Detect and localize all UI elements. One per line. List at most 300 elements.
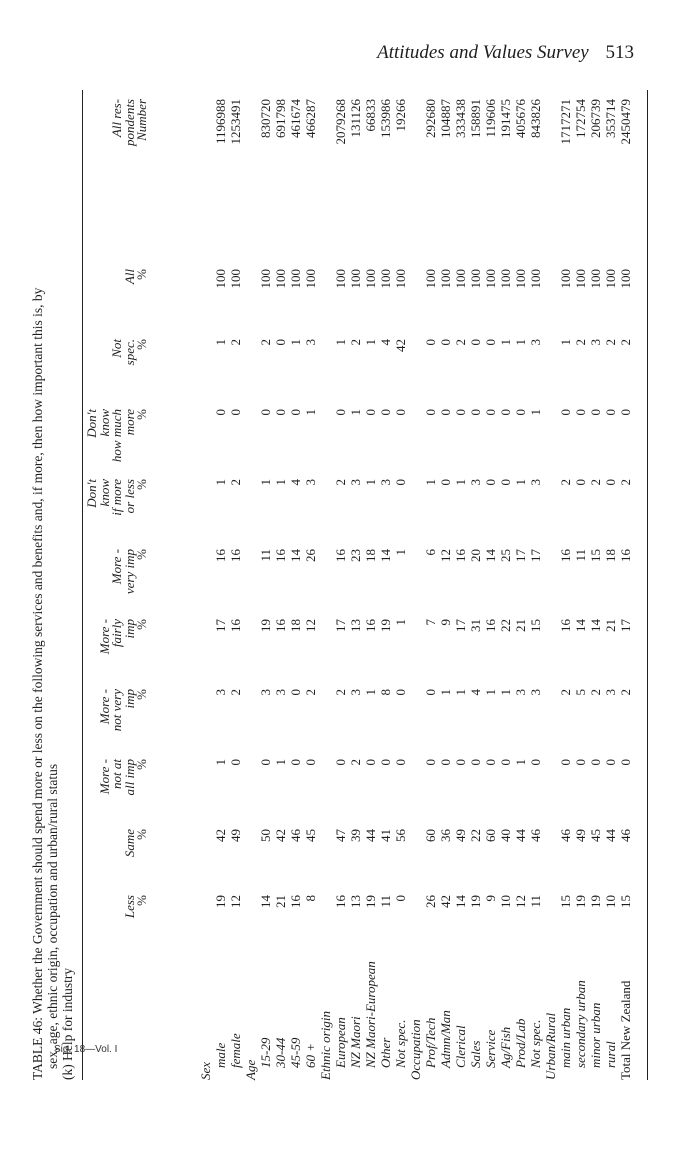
- table-cell: 1: [513, 339, 528, 346]
- table-cell: 0: [228, 759, 243, 766]
- table-cell: 2450479: [618, 99, 633, 145]
- table-cell: 100: [588, 269, 603, 289]
- row-label: rural: [603, 1041, 618, 1068]
- table-cell: 3: [258, 689, 273, 696]
- table-cell: 3: [213, 689, 228, 696]
- table-cell: 31: [468, 619, 483, 632]
- table-cell: 0: [558, 759, 573, 766]
- table-cell: 353714: [603, 99, 618, 138]
- table-cell: 20: [468, 549, 483, 562]
- table-cell: 2: [348, 339, 363, 346]
- table-cell: 3: [528, 339, 543, 346]
- table-cell: 0: [228, 409, 243, 416]
- table-cell: 0: [498, 479, 513, 486]
- table-cell: 100: [378, 269, 393, 289]
- table-cell: 0: [213, 409, 228, 416]
- table-cell: 3: [588, 339, 603, 346]
- table-cell: 17: [528, 549, 543, 562]
- row-label: 15-29: [258, 1037, 273, 1068]
- table-cell: 19: [588, 895, 603, 908]
- table-cell: 18: [603, 549, 618, 562]
- row-label: Sex: [198, 1061, 213, 1080]
- signature-mark: Sig. 18—Vol. I: [54, 1044, 118, 1055]
- top-rule: [82, 90, 83, 1080]
- table-cell: 10: [603, 895, 618, 908]
- table-cell: 0: [468, 759, 483, 766]
- table-cell: 0: [363, 759, 378, 766]
- table-cell: 1: [213, 759, 228, 766]
- row-label: NZ Maori-European: [363, 961, 378, 1068]
- table-cell: 3: [378, 479, 393, 486]
- table-cell: 6: [423, 549, 438, 556]
- caption-line-1: TABLE 46: Whether the Government should spend more or less on the following services and benefits and, if more, then how important this is, by: [30, 287, 45, 1080]
- bottom-rule: [647, 90, 648, 1080]
- table-cell: 100: [573, 269, 588, 289]
- table-cell: 2: [303, 689, 318, 696]
- table-cell: 44: [363, 829, 378, 842]
- row-label: Age: [243, 1059, 258, 1080]
- table-cell: 0: [423, 339, 438, 346]
- column-header-line: pondents: [121, 99, 137, 146]
- table-cell: 1: [558, 339, 573, 346]
- table-cell: 1: [528, 409, 543, 416]
- table-cell: 42: [213, 829, 228, 842]
- table-cell: 12: [228, 895, 243, 908]
- table-cell: 1: [393, 619, 408, 626]
- table-cell: 1: [453, 479, 468, 486]
- table-caption: [30, 90, 75, 1080]
- table-cell: 100: [513, 269, 528, 289]
- table-cell: 0: [423, 409, 438, 416]
- table-cell: 2: [558, 689, 573, 696]
- table-cell: 0: [603, 479, 618, 486]
- table-cell: 2: [333, 479, 348, 486]
- table-cell: 42: [393, 339, 408, 352]
- table-cell: 0: [288, 409, 303, 416]
- caption-line-2: sex, age, ethnic origin, occupation and urban/rural status: [45, 763, 60, 1069]
- table-cell: 44: [603, 829, 618, 842]
- table-cell: 153986: [378, 99, 393, 138]
- table-cell: 158891: [468, 99, 483, 138]
- table-cell: 11: [528, 895, 543, 908]
- row-label: secondary urban: [573, 980, 588, 1068]
- table-cell: 172754: [573, 99, 588, 138]
- table-cell: 8: [303, 895, 318, 902]
- group-row: [543, 90, 558, 1080]
- table-row: [573, 90, 588, 1080]
- table-cell: 0: [333, 409, 348, 416]
- table-cell: 1: [393, 549, 408, 556]
- table-cell: 12: [438, 549, 453, 562]
- table-cell: 2: [573, 339, 588, 346]
- table-cell: 0: [573, 759, 588, 766]
- column-unit: %: [134, 759, 149, 770]
- table-cell: 1: [453, 689, 468, 696]
- table-row: [513, 90, 528, 1080]
- column-unit: %: [134, 339, 149, 350]
- table-cell: 0: [498, 759, 513, 766]
- row-label: European: [333, 1017, 348, 1068]
- table-cell: 14: [588, 619, 603, 632]
- table-cell: 22: [468, 829, 483, 842]
- table-cell: 3: [468, 479, 483, 486]
- table-cell: 19: [213, 895, 228, 908]
- table-cell: 100: [468, 269, 483, 289]
- table-cell: 1: [363, 339, 378, 346]
- table-row: [483, 90, 498, 1080]
- table-row: [303, 90, 318, 1080]
- row-label: male: [213, 1042, 228, 1068]
- table-row: [453, 90, 468, 1080]
- table-cell: 1: [423, 479, 438, 486]
- table-cell: 4: [288, 479, 303, 486]
- table-row: [288, 90, 303, 1080]
- table-cell: 7: [423, 619, 438, 626]
- row-label: Ag/Fish: [498, 1026, 513, 1068]
- table-cell: 14: [483, 549, 498, 562]
- table-cell: 3: [513, 689, 528, 696]
- table-cell: 1: [258, 479, 273, 486]
- table-cell: 19: [363, 895, 378, 908]
- table-cell: 47: [333, 829, 348, 842]
- table-cell: 100: [363, 269, 378, 289]
- table-cell: 19266: [393, 99, 408, 132]
- table-cell: 0: [468, 409, 483, 416]
- table-row: [438, 90, 453, 1080]
- table-cell: 0: [528, 759, 543, 766]
- table-cell: 12: [513, 895, 528, 908]
- table-cell: 39: [348, 829, 363, 842]
- table-cell: 19: [468, 895, 483, 908]
- table-cell: 16: [273, 619, 288, 632]
- table-cell: 100: [228, 269, 243, 289]
- row-label: Admn/Man: [438, 1010, 453, 1068]
- page-number: 513: [605, 42, 634, 63]
- table-cell: 0: [438, 759, 453, 766]
- table-cell: 0: [333, 759, 348, 766]
- table-cell: 1: [498, 689, 513, 696]
- table-row: [468, 90, 483, 1080]
- table-cell: 13: [348, 619, 363, 632]
- table-cell: 100: [528, 269, 543, 289]
- column-unit: %: [134, 409, 149, 420]
- column-header-line: Not: [109, 339, 124, 358]
- table-cell: 16: [558, 549, 573, 562]
- table-cell: 1: [483, 689, 498, 696]
- table-cell: 405676: [513, 99, 528, 138]
- row-label: Ethnic origin: [318, 1011, 333, 1080]
- table-cell: 2: [618, 689, 633, 696]
- table-cell: 191475: [498, 99, 513, 138]
- row-label: Occupation: [408, 1019, 423, 1080]
- table-cell: 9: [483, 895, 498, 902]
- table-cell: 0: [603, 409, 618, 416]
- table-cell: 41: [378, 829, 393, 842]
- column-unit: %: [134, 689, 149, 700]
- table-cell: 10: [498, 895, 513, 908]
- table-row: [213, 90, 228, 1080]
- table-cell: 3: [273, 689, 288, 696]
- total-row: [618, 90, 633, 1080]
- table-cell: 16: [273, 549, 288, 562]
- table-cell: 2: [618, 479, 633, 486]
- table-row: [258, 90, 273, 1080]
- table-cell: 1: [438, 689, 453, 696]
- table-cell: 3: [348, 689, 363, 696]
- table-cell: 333438: [453, 99, 468, 138]
- table-cell: 1196988: [213, 99, 228, 145]
- table-cell: 5: [573, 689, 588, 696]
- table-cell: 14: [453, 895, 468, 908]
- column-unit: %: [134, 829, 149, 840]
- column-header-line: Don't: [84, 479, 99, 508]
- table-cell: 0: [453, 759, 468, 766]
- group-row: [198, 90, 213, 1080]
- table-cell: 15: [528, 619, 543, 632]
- table-cell: 0: [303, 759, 318, 766]
- table-cell: 0: [423, 689, 438, 696]
- column-unit: Number: [134, 99, 149, 141]
- table-cell: 45: [303, 829, 318, 842]
- table-cell: 46: [288, 829, 303, 842]
- row-label: main urban: [558, 1007, 573, 1068]
- table-cell: 4: [378, 339, 393, 346]
- table-cell: 16: [453, 549, 468, 562]
- table-cell: 0: [483, 409, 498, 416]
- table-cell: 60: [423, 829, 438, 842]
- table-cell: 45: [588, 829, 603, 842]
- table-cell: 0: [393, 409, 408, 416]
- column-header-line: spec.: [121, 339, 137, 366]
- table-cell: 2: [228, 479, 243, 486]
- table-cell: 0: [378, 759, 393, 766]
- column-header-line: or less: [121, 479, 137, 514]
- table-cell: 1: [213, 339, 228, 346]
- table-cell: 23: [348, 549, 363, 562]
- table-cell: 461674: [288, 99, 303, 138]
- table-cell: 0: [588, 759, 603, 766]
- table-cell: 0: [393, 895, 408, 902]
- column-unit: %: [134, 549, 149, 560]
- table-cell: 17: [453, 619, 468, 632]
- table-row: [273, 90, 288, 1080]
- row-label: Clerical: [453, 1025, 468, 1068]
- column-unit: %: [134, 479, 149, 490]
- column-header-line: imp: [121, 689, 137, 709]
- table-row: [228, 90, 243, 1080]
- table-cell: 0: [438, 409, 453, 416]
- table-cell: 22: [498, 619, 513, 632]
- table-cell: 0: [393, 689, 408, 696]
- table-cell: 16: [288, 895, 303, 908]
- table-cell: 1: [363, 479, 378, 486]
- table-cell: 13: [348, 895, 363, 908]
- table-row: [393, 90, 408, 1080]
- column-header-line: Don't: [84, 409, 99, 438]
- row-label: Urban/Rural: [543, 1012, 558, 1080]
- table-cell: 3: [303, 479, 318, 486]
- column-header-line: fairly: [109, 619, 124, 648]
- table-cell: 9: [438, 619, 453, 626]
- table-cell: 0: [288, 759, 303, 766]
- table-cell: 1: [273, 759, 288, 766]
- table-cell: 0: [483, 339, 498, 346]
- table-cell: 0: [273, 409, 288, 416]
- row-label: Sales: [468, 1040, 483, 1068]
- row-label: Prod/Lab: [513, 1018, 528, 1068]
- table-cell: 100: [498, 269, 513, 289]
- table-cell: 100: [273, 269, 288, 289]
- table-cell: 21: [273, 895, 288, 908]
- column-header: [121, 269, 149, 359]
- table-row: [363, 90, 378, 1080]
- table-cell: 11: [258, 549, 273, 562]
- table-cell: 100: [603, 269, 618, 289]
- table-cell: 292680: [423, 99, 438, 138]
- table-cell: 0: [618, 759, 633, 766]
- table-cell: 0: [423, 759, 438, 766]
- table-cell: 3: [528, 689, 543, 696]
- table-cell: 0: [483, 759, 498, 766]
- table-cell: 19: [573, 895, 588, 908]
- table-cell: 1: [363, 689, 378, 696]
- table-cell: 0: [468, 339, 483, 346]
- table-cell: 100: [348, 269, 363, 289]
- group-row: [243, 90, 258, 1080]
- table-cell: 100: [213, 269, 228, 289]
- table-cell: 14: [573, 619, 588, 632]
- table-row: [333, 90, 348, 1080]
- column-unit: %: [134, 269, 149, 280]
- table-cell: 3: [603, 689, 618, 696]
- group-row: [318, 90, 333, 1080]
- table-cell: 100: [303, 269, 318, 289]
- column-header-line: Same: [121, 829, 137, 858]
- table-cell: 56: [393, 829, 408, 842]
- table-cell: 100: [288, 269, 303, 289]
- table-cell: 2: [333, 689, 348, 696]
- table-cell: 21: [603, 619, 618, 632]
- column-header-line: how much: [109, 409, 124, 463]
- table-cell: 206739: [588, 99, 603, 138]
- table-cell: 16: [213, 549, 228, 562]
- table-cell: 104887: [438, 99, 453, 138]
- table-cell: 119606: [483, 99, 498, 138]
- table-cell: 1: [348, 409, 363, 416]
- table-cell: 1: [513, 759, 528, 766]
- table-cell: 17: [513, 549, 528, 562]
- table-cell: 0: [558, 409, 573, 416]
- table-cell: 8: [378, 689, 393, 696]
- table-cell: 3: [528, 479, 543, 486]
- table-cell: 100: [438, 269, 453, 289]
- row-label: Total New Zealand: [618, 980, 633, 1080]
- table-cell: 1: [273, 479, 288, 486]
- table-cell: 2: [228, 339, 243, 346]
- table-cell: 46: [528, 829, 543, 842]
- table-cell: 1: [333, 339, 348, 346]
- table-row: [348, 90, 363, 1080]
- table-cell: 17: [333, 619, 348, 632]
- table-cell: 2: [348, 759, 363, 766]
- table-row: [588, 90, 603, 1080]
- running-head-title: Attitudes and Values Survey: [377, 42, 589, 63]
- table-cell: 830720: [258, 99, 273, 138]
- table-cell: 15: [618, 895, 633, 908]
- table-cell: 16: [483, 619, 498, 632]
- table-cell: 17: [213, 619, 228, 632]
- table-cell: 131126: [348, 99, 363, 138]
- table-cell: 2: [258, 339, 273, 346]
- column-header-line: more: [121, 409, 137, 436]
- column-header-line: Less: [121, 895, 137, 919]
- table-cell: 4: [468, 689, 483, 696]
- table-cell: 1: [513, 479, 528, 486]
- table-cell: 46: [558, 829, 573, 842]
- row-label: female: [228, 1033, 243, 1068]
- table-cell: 0: [483, 479, 498, 486]
- table-cell: 49: [453, 829, 468, 842]
- table-cell: 100: [423, 269, 438, 289]
- table-cell: 0: [513, 409, 528, 416]
- group-row: [408, 90, 423, 1080]
- table-cell: 42: [273, 829, 288, 842]
- table-cell: 0: [393, 759, 408, 766]
- column-header: [111, 99, 149, 189]
- table-cell: 0: [588, 409, 603, 416]
- table-cell: 49: [573, 829, 588, 842]
- row-label: Not spec.: [528, 1019, 543, 1068]
- column-header-line: More -: [109, 549, 124, 585]
- table-cell: 26: [423, 895, 438, 908]
- column-unit: %: [134, 619, 149, 630]
- table-cell: 1717271: [558, 99, 573, 145]
- table-cell: 2: [588, 689, 603, 696]
- table-cell: 3: [348, 479, 363, 486]
- table-cell: 26: [303, 549, 318, 562]
- table-cell: 1: [213, 479, 228, 486]
- table-cell: 50: [258, 829, 273, 842]
- table-cell: 100: [483, 269, 498, 289]
- table-cell: 16: [228, 619, 243, 632]
- row-label: NZ Maori: [348, 1016, 363, 1068]
- caption-line-3: (k) Help for industry: [60, 967, 75, 1080]
- table-row: [423, 90, 438, 1080]
- column-header-line: know: [96, 479, 112, 507]
- table-cell: 18: [363, 549, 378, 562]
- table-cell: 16: [333, 895, 348, 908]
- table-cell: 0: [363, 409, 378, 416]
- table-cell: 2: [618, 339, 633, 346]
- row-label: Other: [378, 1037, 393, 1068]
- table-cell: 36: [438, 829, 453, 842]
- table-cell: 843826: [528, 99, 543, 138]
- table-cell: 466287: [303, 99, 318, 138]
- column-unit: %: [134, 895, 149, 906]
- table-cell: 2079268: [333, 99, 348, 145]
- table-cell: 25: [498, 549, 513, 562]
- table-cell: 16: [228, 549, 243, 562]
- table-cell: 0: [603, 759, 618, 766]
- table-cell: 100: [558, 269, 573, 289]
- row-label: 60 +: [303, 1042, 318, 1068]
- table-cell: 0: [498, 409, 513, 416]
- table-cell: 21: [513, 619, 528, 632]
- table-cell: 16: [618, 549, 633, 562]
- table-cell: 1253491: [228, 99, 243, 145]
- table-cell: 49: [228, 829, 243, 842]
- table-cell: 0: [378, 409, 393, 416]
